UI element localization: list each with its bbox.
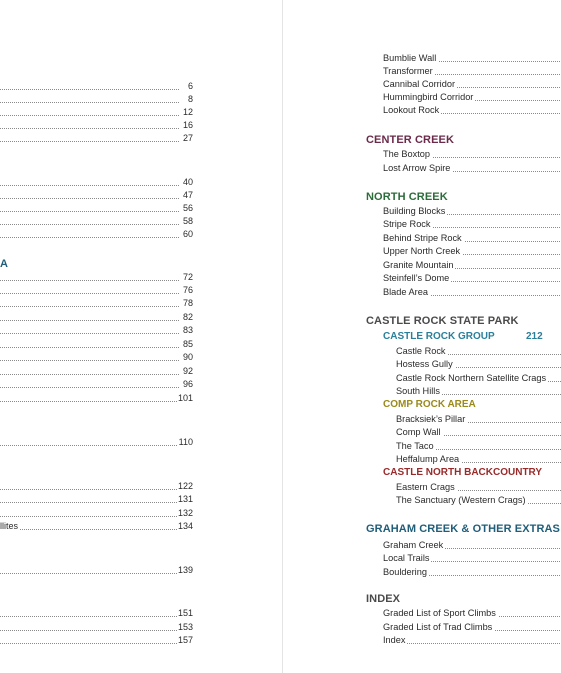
entry-label: Bouldering — [383, 567, 427, 577]
page-number: 47 — [182, 190, 193, 200]
toc-entry[interactable] — [0, 93, 193, 106]
toc-entry[interactable] — [383, 272, 561, 285]
toc-entry[interactable] — [0, 176, 193, 189]
toc-entry[interactable] — [0, 80, 193, 93]
toc-entry[interactable] — [396, 358, 561, 371]
page-number: 85 — [182, 339, 193, 349]
toc-entry[interactable] — [0, 189, 193, 202]
entry-label: Blade Area — [383, 287, 428, 297]
toc-entry[interactable] — [0, 338, 193, 351]
toc-entry[interactable] — [0, 297, 193, 310]
toc-entry[interactable] — [0, 493, 193, 506]
entry-label: Hummingbird Corridor — [383, 92, 474, 102]
entry-label: Graded List of Sport Climbs — [383, 608, 496, 618]
page-number: 76 — [182, 285, 193, 295]
page-number: 139 — [177, 565, 193, 575]
toc-entry[interactable] — [396, 494, 561, 507]
toc-entry[interactable] — [383, 286, 561, 299]
toc-entry[interactable] — [383, 552, 561, 565]
entry-label: Lookout Rock — [383, 105, 440, 115]
page-number: 78 — [182, 298, 193, 308]
toc-entry[interactable] — [383, 91, 561, 104]
entry-label: Comp Wall — [396, 427, 441, 437]
toc-entry[interactable] — [0, 436, 193, 449]
page-number: 110 — [178, 437, 193, 447]
page-number: 96 — [182, 379, 193, 389]
entry-label: llites — [0, 521, 19, 531]
toc-entry[interactable] — [0, 119, 193, 132]
toc-entry[interactable] — [396, 481, 561, 494]
section-heading-index[interactable]: INDEX — [366, 593, 401, 605]
section-heading-fragment: A — [0, 258, 8, 270]
entry-label: Local Trails — [383, 553, 430, 563]
entry-label: Steinfell’s Dome — [383, 273, 450, 283]
toc-entry[interactable] — [396, 453, 561, 466]
page-number: 27 — [182, 133, 193, 143]
toc-entry[interactable] — [383, 218, 561, 231]
toc-entry[interactable] — [0, 132, 193, 145]
toc-entry[interactable] — [383, 205, 561, 218]
entry-label: Bracksiek’s Pillar — [396, 414, 466, 424]
page-number: 101 — [177, 393, 193, 403]
toc-entry[interactable] — [396, 426, 561, 439]
page-number: 58 — [182, 216, 193, 226]
entry-label: Heffalump Area — [396, 454, 460, 464]
entry-label: Upper North Creek — [383, 246, 461, 256]
toc-entry[interactable] — [0, 324, 193, 337]
entry-label: Bumblie Wall — [383, 53, 437, 63]
section-heading-graham-creek[interactable]: GRAHAM CREEK & OTHER EXTRAS — [366, 523, 560, 535]
entry-label: Cannibal Corridor — [383, 79, 456, 89]
toc-entry[interactable] — [396, 413, 561, 426]
toc-entry[interactable] — [396, 440, 561, 453]
entry-label: Granite Mountain — [383, 260, 454, 270]
toc-entry[interactable] — [396, 385, 561, 398]
toc-entry[interactable] — [0, 365, 193, 378]
page-number: 16 — [182, 120, 193, 130]
toc-entry[interactable] — [383, 259, 561, 272]
page-number: 8 — [187, 94, 193, 104]
page-number: 12 — [182, 107, 193, 117]
entry-label: Castle Rock — [396, 346, 446, 356]
toc-entry[interactable] — [396, 345, 561, 358]
toc-entry[interactable] — [0, 351, 193, 364]
toc-entry[interactable] — [0, 202, 193, 215]
toc-entry[interactable] — [0, 228, 193, 241]
page-number: 40 — [182, 177, 193, 187]
page-number: 56 — [182, 203, 193, 213]
entry-label: Lost Arrow Spire — [383, 163, 451, 173]
entry-label: South Hills — [396, 386, 440, 396]
page-gutter — [282, 0, 283, 673]
page-number: 151 — [177, 608, 193, 618]
subsection-heading-castle-north[interactable]: CASTLE NORTH BACKCOUNTRY — [383, 467, 543, 478]
toc-entry[interactable] — [383, 566, 561, 579]
entry-label: The Boxtop — [383, 149, 430, 159]
toc-entry[interactable] — [396, 372, 561, 385]
entry-label: Transformer — [383, 66, 433, 76]
toc-entry[interactable] — [383, 232, 561, 245]
toc-entry[interactable] — [383, 148, 561, 161]
toc-entry[interactable] — [0, 311, 193, 324]
toc-entry[interactable] — [383, 245, 561, 258]
subsection-page-number: 212 — [526, 331, 543, 342]
toc-entry[interactable] — [0, 507, 193, 520]
entry-label: Graded List of Trad Climbs — [383, 622, 493, 632]
page-number: 153 — [177, 622, 193, 632]
toc-entry[interactable] — [0, 607, 193, 620]
toc-entry[interactable] — [0, 564, 193, 577]
toc-entry[interactable] — [0, 480, 193, 493]
entry-label: Behind Stripe Rock — [383, 233, 462, 243]
toc-entry[interactable] — [383, 539, 561, 552]
entry-label: Stripe Rock — [383, 219, 431, 229]
toc-entry[interactable] — [383, 607, 561, 620]
toc-entry[interactable] — [383, 78, 561, 91]
toc-entry[interactable] — [383, 162, 561, 175]
entry-label: Castle Rock Northern Satellite Crags — [396, 373, 547, 383]
entry-label: Building Blocks — [383, 206, 446, 216]
subsection-heading-comp-rock[interactable]: COMP ROCK AREA — [383, 399, 476, 410]
page-number: 122 — [177, 481, 193, 491]
entry-label: Index — [383, 635, 406, 645]
toc-entry[interactable] — [383, 634, 561, 647]
toc-entry[interactable] — [0, 378, 193, 391]
toc-entry[interactable] — [383, 621, 561, 634]
page-number: 83 — [182, 325, 193, 335]
page-number: 157 — [177, 635, 193, 645]
section-heading-castle-rock[interactable]: CASTLE ROCK STATE PARK — [366, 315, 519, 327]
toc-entry[interactable] — [0, 106, 193, 119]
toc-entry[interactable] — [0, 284, 193, 297]
entry-label: Graham Creek — [383, 540, 444, 550]
toc-entry[interactable] — [0, 621, 193, 634]
section-heading-north-creek[interactable]: NORTH CREEK — [366, 191, 448, 203]
page-number: 6 — [187, 81, 193, 91]
toc-entry[interactable] — [0, 215, 193, 228]
entry-label: The Taco — [396, 441, 434, 451]
page-number: 92 — [182, 366, 193, 376]
page-number: 60 — [182, 229, 193, 239]
subsection-heading-castle-rock-group[interactable]: CASTLE ROCK GROUP — [383, 331, 495, 342]
page-number: 90 — [182, 352, 193, 362]
section-heading-center-creek[interactable]: CENTER CREEK — [366, 134, 454, 146]
toc-entry[interactable] — [0, 520, 193, 533]
entry-label: The Sanctuary (Western Crags) — [396, 495, 526, 505]
page-number: 131 — [177, 494, 193, 504]
entry-label: Hostess Gully — [396, 359, 453, 369]
page-number: 132 — [177, 508, 193, 518]
page-number: 72 — [182, 272, 193, 282]
entry-label: Eastern Crags — [396, 482, 455, 492]
toc-entry[interactable] — [383, 52, 561, 65]
toc-entry[interactable] — [0, 271, 193, 284]
toc-entry[interactable] — [0, 634, 193, 647]
toc-entry[interactable] — [383, 65, 561, 78]
toc-entry[interactable] — [383, 104, 561, 117]
toc-entry[interactable] — [0, 392, 193, 405]
page-number: 134 — [177, 521, 193, 531]
page-number: 82 — [182, 312, 193, 322]
